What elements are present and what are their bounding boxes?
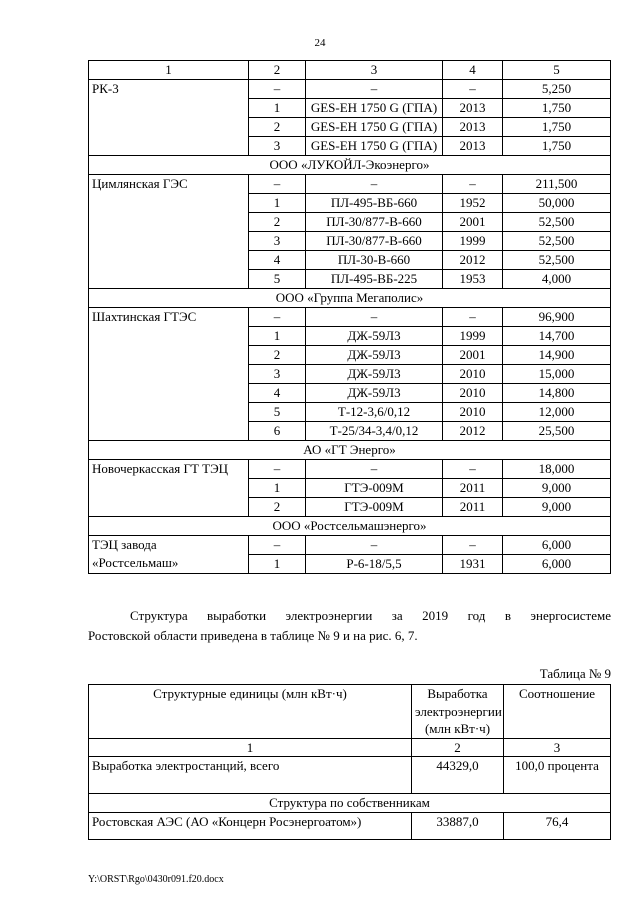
unit-cell: 2001	[443, 346, 503, 365]
unit-cell: GES-EH 1750 G (ГПА)	[306, 137, 443, 156]
row-ratio: 76,4	[504, 812, 611, 839]
plant-total-row	[89, 308, 611, 327]
unit-cell: 2012	[443, 251, 503, 270]
plant-total-row	[89, 175, 611, 194]
owner-name: ООО «ЛУКОЙЛ-Экоэнерго»	[89, 156, 611, 175]
section-row	[89, 794, 611, 813]
row-value: 33887,0	[412, 812, 504, 839]
unit-cell: 1	[249, 327, 306, 346]
owner-row	[89, 289, 611, 308]
total-cell: 18,000	[503, 460, 611, 479]
header-cell: 1	[89, 61, 249, 80]
unit-cell: 9,000	[503, 498, 611, 517]
header-cell: 4	[443, 61, 503, 80]
unit-cell: 5	[249, 270, 306, 289]
plant-total-row	[89, 460, 611, 479]
intro-paragraph	[88, 606, 611, 646]
row-name: Ростовская АЭС (АО «Концерн Росэнергоатом»)	[89, 812, 412, 839]
unit-cell: 2	[249, 213, 306, 232]
unit-cell: ПЛ-495-ВБ-660	[306, 194, 443, 213]
unit-cell: 1,750	[503, 137, 611, 156]
unit-cell: 6	[249, 422, 306, 441]
total-cell: –	[443, 175, 503, 194]
unit-cell: 2	[249, 346, 306, 365]
unit-cell: 15,000	[503, 365, 611, 384]
header-structural-units: Структурные единицы (млн кВт·ч)	[89, 685, 412, 739]
page-number: 24	[314, 37, 326, 49]
unit-cell: 5	[249, 403, 306, 422]
unit-cell: 2	[249, 498, 306, 517]
plant-name: Шахтинская ГТЭС	[89, 308, 249, 441]
total-cell: –	[443, 308, 503, 327]
paragraph-line: Структура выработки электроэнергии за 2019 год в энергосистеме	[130, 608, 611, 623]
unit-cell: 14,800	[503, 384, 611, 403]
total-cell: –	[306, 460, 443, 479]
unit-cell: ПЛ-30/877-В-660	[306, 232, 443, 251]
paragraph-line: Ростовской области приведена в таблице № 9 и на рис. 6, 7.	[88, 628, 418, 643]
unit-cell: Т-25/34-3,4/0,12	[306, 422, 443, 441]
total-cell: 5,250	[503, 80, 611, 99]
unit-cell: 2013	[443, 118, 503, 137]
unit-cell: ПЛ-495-ВБ-225	[306, 270, 443, 289]
total-cell: –	[249, 536, 306, 555]
unit-cell: ПЛ-30-В-660	[306, 251, 443, 270]
unit-cell: 2010	[443, 365, 503, 384]
owner-name: АО «ГТ Энерго»	[89, 441, 611, 460]
unit-cell: 1	[249, 99, 306, 118]
file-path-footer: Y:\ORST\Rgo\0430r091.f20.docx	[88, 874, 224, 885]
unit-cell: 52,500	[503, 213, 611, 232]
unit-cell: 2011	[443, 479, 503, 498]
unit-cell: 3	[249, 365, 306, 384]
unit-cell: Т-12-3,6/0,12	[306, 403, 443, 422]
total-cell: –	[249, 80, 306, 99]
unit-cell: 1931	[443, 555, 503, 574]
total-cell: 211,500	[503, 175, 611, 194]
total-cell: –	[306, 308, 443, 327]
plant-total-row	[89, 536, 611, 555]
table-caption: Таблица № 9	[539, 666, 611, 681]
plant-name: Цимлянская ГЭС	[89, 175, 249, 289]
unit-cell: 52,500	[503, 232, 611, 251]
unit-cell: 6,000	[503, 555, 611, 574]
unit-cell: 9,000	[503, 479, 611, 498]
unit-cell: ДЖ-59Л3	[306, 365, 443, 384]
row-name: Выработка электростанций, всего	[89, 757, 412, 794]
total-cell: 6,000	[503, 536, 611, 555]
unit-cell: Р-6-18/5,5	[306, 555, 443, 574]
unit-cell: 1999	[443, 232, 503, 251]
equipment-table-body	[89, 61, 611, 574]
total-cell: –	[443, 80, 503, 99]
unit-cell: ГТЭ-009М	[306, 479, 443, 498]
total-cell: 96,900	[503, 308, 611, 327]
row-value: 44329,0	[412, 757, 504, 794]
unit-cell: 1,750	[503, 99, 611, 118]
header-cell: 3	[306, 61, 443, 80]
unit-cell: 2010	[443, 384, 503, 403]
plant-name: ТЭЦ завода «Ростсельмаш»	[89, 536, 249, 574]
unit-cell: 1,750	[503, 118, 611, 137]
header-ratio: Соотношение	[504, 685, 611, 739]
unit-cell: 2013	[443, 137, 503, 156]
unit-cell: GES-EH 1750 G (ГПА)	[306, 99, 443, 118]
unit-cell: 12,000	[503, 403, 611, 422]
unit-cell: 14,900	[503, 346, 611, 365]
owner-row	[89, 156, 611, 175]
table-row	[89, 757, 611, 794]
column-number: 2	[412, 738, 504, 757]
unit-cell: 1999	[443, 327, 503, 346]
unit-cell: 2	[249, 118, 306, 137]
owner-name: ООО «Ростсельмашэнерго»	[89, 517, 611, 536]
owner-name: ООО «Группа Мегаполис»	[89, 289, 611, 308]
unit-cell: 1	[249, 194, 306, 213]
header-cell: 5	[503, 61, 611, 80]
owner-row	[89, 441, 611, 460]
unit-cell: 4,000	[503, 270, 611, 289]
total-cell: –	[249, 308, 306, 327]
table-row	[89, 812, 611, 839]
unit-cell: 1	[249, 479, 306, 498]
unit-cell: 1953	[443, 270, 503, 289]
total-cell: –	[306, 80, 443, 99]
unit-cell: 14,700	[503, 327, 611, 346]
unit-cell: ДЖ-59Л3	[306, 327, 443, 346]
unit-cell: ДЖ-59Л3	[306, 384, 443, 403]
unit-cell: 1952	[443, 194, 503, 213]
total-cell: –	[249, 460, 306, 479]
unit-cell: 2012	[443, 422, 503, 441]
owner-row	[89, 517, 611, 536]
unit-cell: ДЖ-59Л3	[306, 346, 443, 365]
unit-cell: 25,500	[503, 422, 611, 441]
unit-cell: 3	[249, 232, 306, 251]
plant-name: Новочеркасская ГТ ТЭЦ	[89, 460, 249, 517]
unit-cell: 52,500	[503, 251, 611, 270]
unit-cell: 4	[249, 251, 306, 270]
unit-cell: ГТЭ-009М	[306, 498, 443, 517]
row-ratio: 100,0 процента	[504, 757, 611, 794]
total-cell: –	[306, 175, 443, 194]
total-cell: –	[443, 460, 503, 479]
table2-number-row	[89, 738, 611, 757]
plant-total-row	[89, 80, 611, 99]
total-cell: –	[249, 175, 306, 194]
total-cell: –	[443, 536, 503, 555]
table2-header-row	[89, 685, 611, 739]
header-generation: Выработка электроэнергии (млн кВт·ч)	[412, 685, 504, 739]
header-cell: 2	[249, 61, 306, 80]
equipment-table-header-row	[89, 61, 611, 80]
unit-cell: 4	[249, 384, 306, 403]
production-structure-table	[88, 684, 611, 840]
total-cell: –	[306, 536, 443, 555]
equipment-table	[88, 60, 611, 574]
unit-cell: 3	[249, 137, 306, 156]
unit-cell: 2010	[443, 403, 503, 422]
unit-cell: ПЛ-30/877-В-660	[306, 213, 443, 232]
unit-cell: 2001	[443, 213, 503, 232]
plant-name: РК-3	[89, 80, 249, 156]
section-title: Структура по собственникам	[89, 794, 611, 813]
unit-cell: 2011	[443, 498, 503, 517]
unit-cell: 50,000	[503, 194, 611, 213]
unit-cell: 1	[249, 555, 306, 574]
column-number: 1	[89, 738, 412, 757]
unit-cell: GES-EH 1750 G (ГПА)	[306, 118, 443, 137]
column-number: 3	[504, 738, 611, 757]
unit-cell: 2013	[443, 99, 503, 118]
